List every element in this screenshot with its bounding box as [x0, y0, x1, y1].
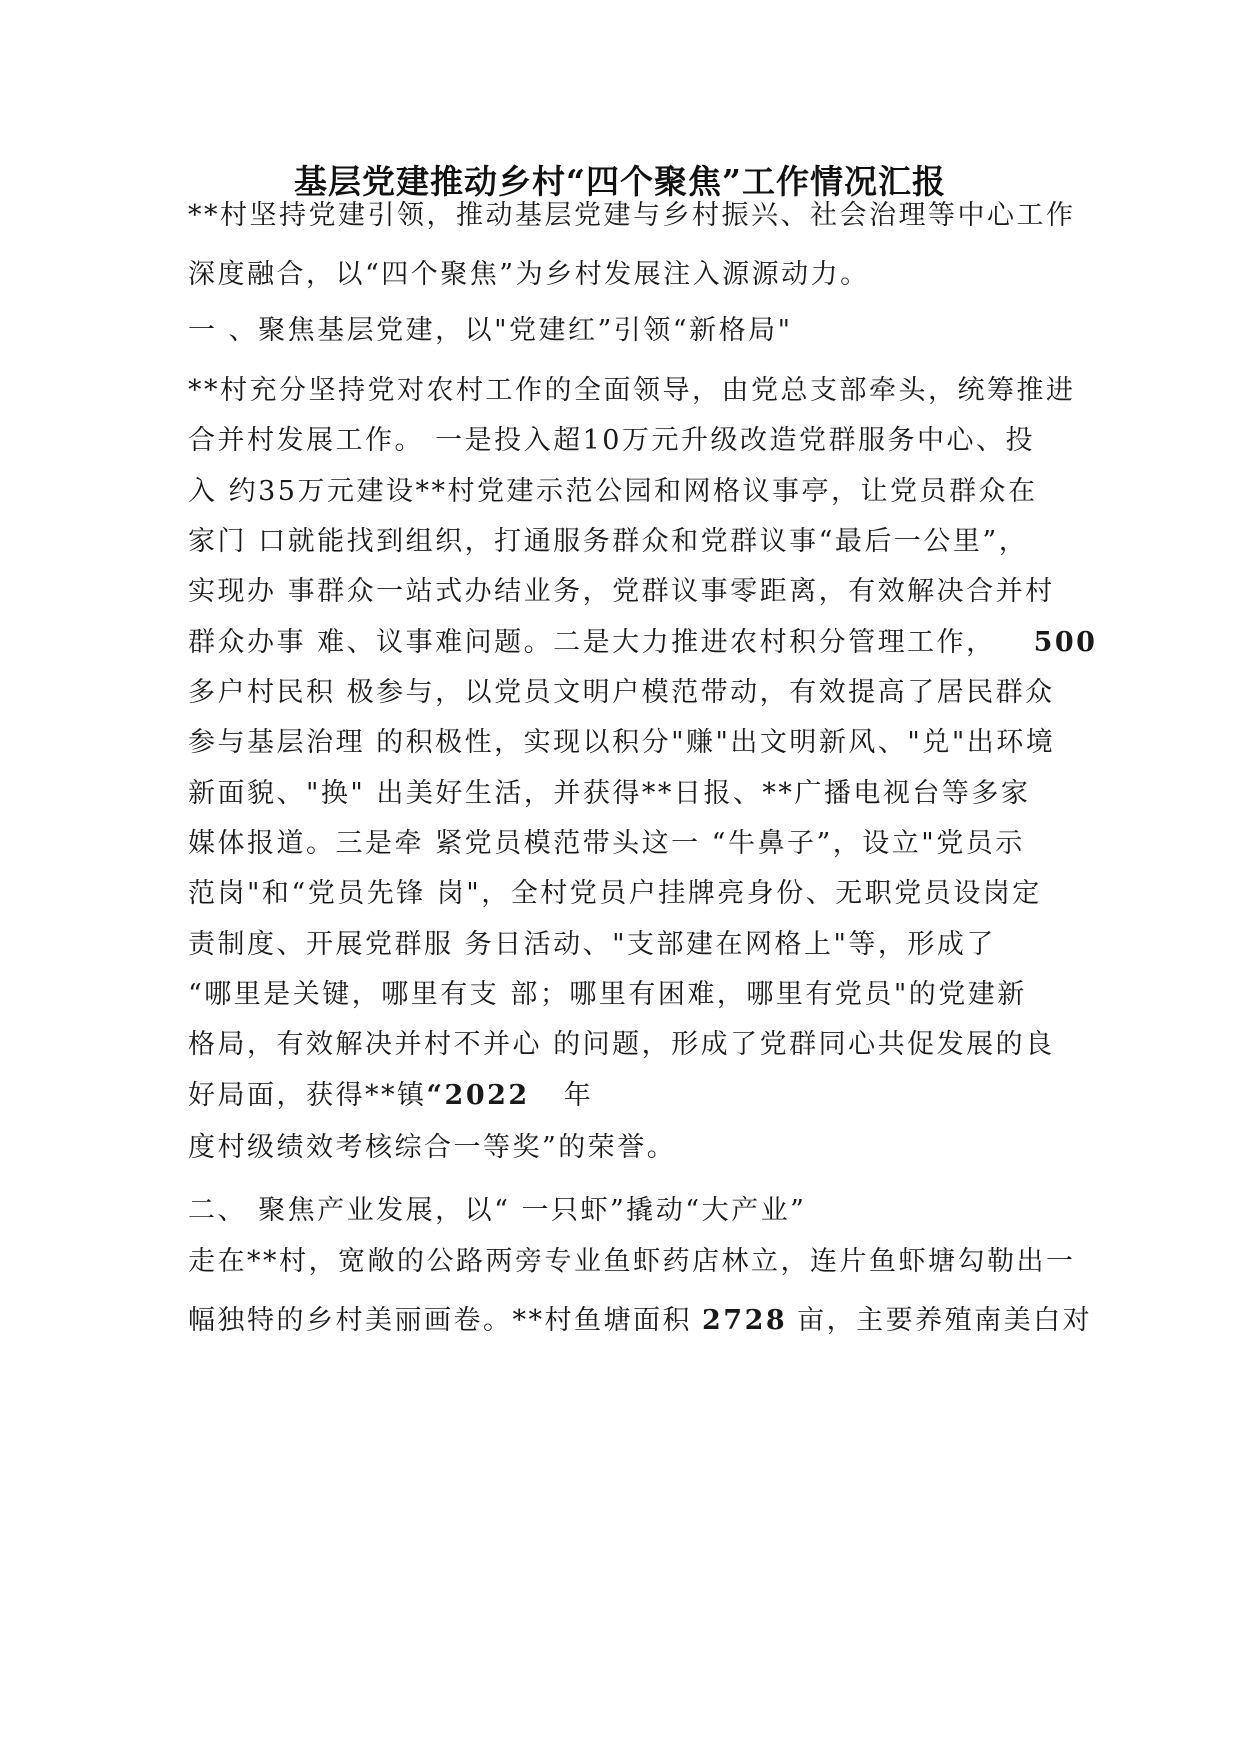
paragraph-line: **村坚持党建引领，推动基层党建与乡村振兴、社会治理等中心工作: [188, 200, 1076, 231]
paragraph-line: 走在**村，宽敞的公路两旁专业鱼虾药店林立，连片鱼虾塘勾勒出一: [188, 1246, 1076, 1277]
line-text: 群众办事 难、议事难问题。二是大力推进农村积分管理工作，: [188, 627, 996, 658]
line-text: 幅独特的乡村美丽画卷。**村鱼塘面积: [188, 1305, 692, 1336]
paragraph-line: 入 约35万元建设**村党建示范公园和网格议事亭，让党员群众在: [188, 476, 1038, 507]
section-heading-1: 一 、聚焦基层党建，以"党建红”引领“新格局": [188, 315, 793, 346]
paragraph-line: [188, 625, 1098, 661]
document-title: 基层党建推动乡村“四个聚焦”工作情况汇报: [294, 162, 946, 201]
paragraph-line: 实现办 事群众一站式办结业务，党群议事零距离，有效解决合并村: [188, 576, 1055, 607]
paragraph-line: [188, 1303, 1093, 1339]
line-text: 亩，主要养殖南美白对: [797, 1305, 1093, 1336]
pond-area-figure: 2728: [702, 1305, 788, 1336]
paragraph-line: 格局，有效解决并村不并心 的问题，形成了党群同心共促发展的良: [188, 1029, 1055, 1060]
paragraph-line: 媒体报道。三是牵 紧党员模范带头这一 “牛鼻子”，设立"党员示: [188, 828, 1025, 859]
paragraph-line: 范岗"和“党员先锋 岗"，全村党员户挂牌亮身份、无职党员设岗定: [188, 878, 1042, 909]
paragraph-line: [188, 1078, 1058, 1114]
paragraph-line: “哪里是关键，哪里有支 部；哪里有困难，哪里有党员"的党建新: [188, 979, 1027, 1010]
award-year-suffix: 年: [563, 1080, 594, 1111]
paragraph-line: 责制度、开展党群服 务日活动、"支部建在网格上"等，形成了: [188, 929, 996, 960]
paragraph-line: 家门 口就能找到组织，打通服务群众和党群议事“最后一公里”，: [188, 526, 1029, 557]
paragraph-line: 参与基层治理 的积极性，实现以积分"赚"出文明新风、"兑"出环境: [188, 727, 1056, 758]
paragraph-line: 深度融合，以“四个聚焦”为乡村发展注入源源动力。: [188, 259, 870, 290]
paragraph-line: 度村级绩效考核综合一等奖”的荣誉。: [188, 1132, 677, 1163]
paragraph-line: 多户村民积 极参与，以党员文明户模范带动，有效提高了居民群众: [188, 677, 1055, 708]
paragraph-line: 新面貌、"换" 出美好生活，并获得**日报、**广播电视台等多家: [188, 778, 1031, 809]
award-year-figure: “2022: [426, 1080, 530, 1111]
households-figure: 500: [1033, 627, 1098, 658]
line-text: 好局面，获得**镇: [188, 1080, 427, 1111]
section-heading-2: 二、 聚焦产业发展，以“ 一只虾”撬动“大产业”: [188, 1195, 807, 1226]
paragraph-line: 合并村发展工作。 一是投入超10万元升级改造党群服务中心、投: [188, 425, 1035, 456]
paragraph-line: **村充分坚持党对农村工作的全面领导，由党总支部牵头，统筹推进: [188, 375, 1076, 406]
